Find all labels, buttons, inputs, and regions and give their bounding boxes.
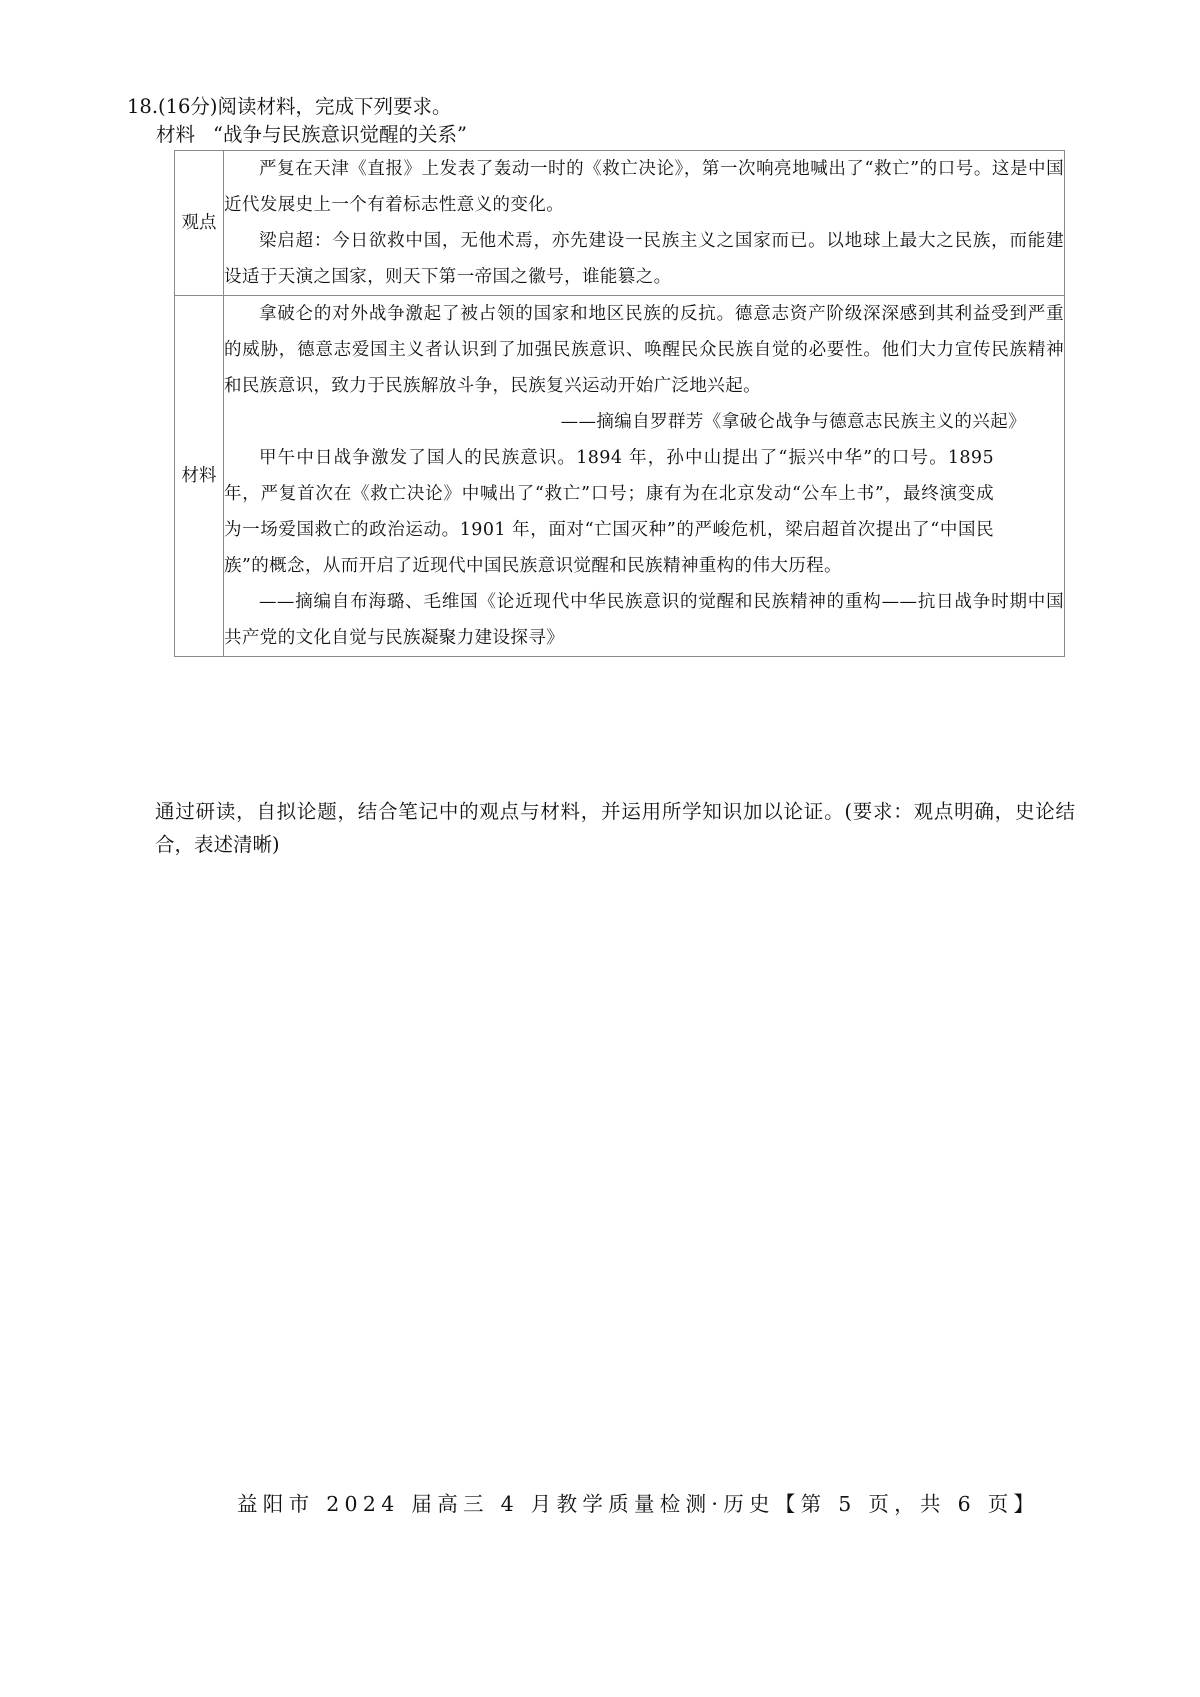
question-instruction: 通过研读，自拟论题，结合笔记中的观点与材料，并运用所学知识加以论证。(要求：观点明确，史论结合，表述清晰) [155,800,1075,856]
material-heading [156,121,467,148]
viewpoint-row [175,151,1065,296]
material-paragraph-jiawu: 甲午中日战争激发了国人的民族意识。1894 年，孙中山提出了“振兴中华”的口号。1895 年，严复首次在《救亡决论》中喊出了“救亡”口号；康有为在北京发动“公车上书”，最终演变成为一场爱国救亡的政治运动。1901 年，面对“亡国灭种”的严峻危机，梁启超首次提出了“中国民族”的概念，从而开启了近现代中国民族意识觉醒和民族精神重构的伟大历程。 [224,448,994,576]
material-table [174,150,1065,657]
material-row-label: 材料 [175,296,224,657]
page-footer: 益阳市 2024 届高三 4 月教学质量检测·历史【第 5 页，共 6 页】 [237,1492,1040,1516]
question-header: 18.(16分)阅读材料，完成下列要求。 [127,95,452,118]
viewpoint-content [224,151,1065,296]
material-source-buhailu: ——摘编自布海璐、毛维国《论近现代中华民族意识的觉醒和民族精神的重构——抗日战争时期中国共产党的文化自觉与民族凝聚力建设探寻》 [224,592,1064,648]
material-content [224,296,1065,657]
viewpoint-paragraph-yanfu: 严复在天津《直报》上发表了轰动一时的《救亡决论》，第一次响亮地喊出了“救亡”的口号。这是中国近代发展史上一个有着标志性意义的变化。 [224,159,1064,215]
material-title: “战争与民族意识觉醒的关系” [213,123,467,146]
material-source-luoqunfang: ——摘编自罗群芳《拿破仑战争与德意志民族主义的兴起》 [560,412,1026,432]
viewpoint-paragraph-liangqichao: 梁启超：今日欲救中国，无他术焉，亦先建设一民族主义之国家而已。以地球上最大之民族，而能建设适于天演之国家，则天下第一帝国之徽号，谁能篡之。 [224,231,1064,287]
material-label: 材料 [156,123,196,146]
material-paragraph-napoleon: 拿破仑的对外战争激起了被占领的国家和地区民族的反抗。德意志资产阶级深深感到其利益受到严重的威胁，德意志爱国主义者认识到了加强民族意识、唤醒民众民族自觉的必要性。他们大力宣传民族精神和民族意识，致力于民族解放斗争，民族复兴运动开始广泛地兴起。 [224,304,1064,396]
material-row [175,296,1065,657]
viewpoint-label: 观点 [175,151,224,296]
